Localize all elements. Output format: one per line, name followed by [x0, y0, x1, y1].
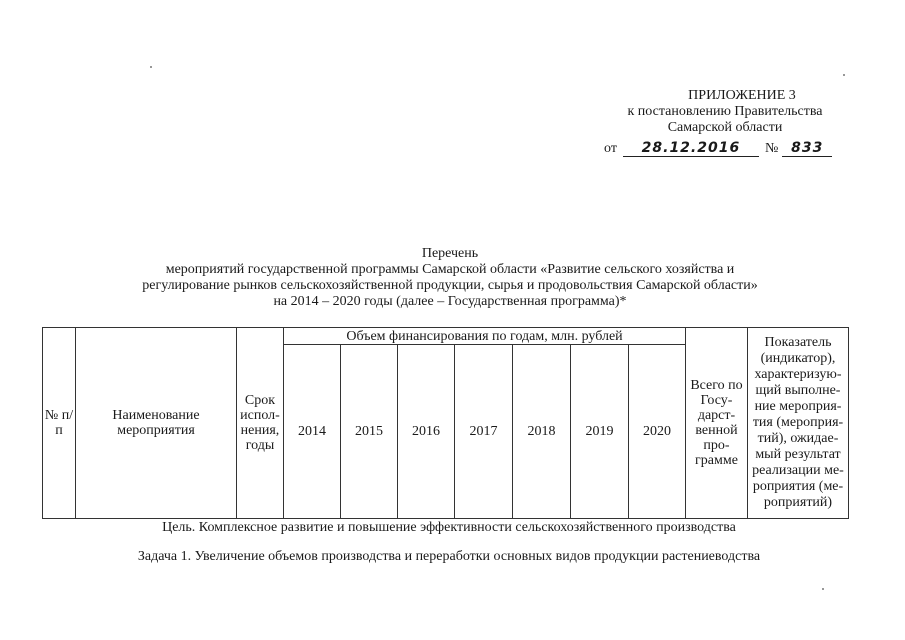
resolution-number: 833 [782, 140, 832, 157]
scan-speck [843, 74, 845, 76]
number-label: № [764, 141, 779, 156]
header-total: Всего по Госу-дарст-венной про-грамме [686, 328, 748, 519]
header-year: 2016 [398, 345, 455, 519]
scan-speck [822, 588, 824, 590]
program-task: Задача 1. Увеличение объемов производства и переработки основных видов продукции растениеводства [137, 549, 761, 564]
appendix-region: Самарской области [667, 120, 783, 135]
appendix-number: ПРИЛОЖЕНИЕ 3 [688, 88, 796, 103]
from-label: от [604, 141, 617, 156]
header-activity-name: Наименование мероприятия [76, 328, 237, 519]
header-number: № п/п [43, 328, 76, 519]
header-year: 2018 [513, 345, 571, 519]
header-term: Срок испол-нения, годы [237, 328, 284, 519]
program-goal: Цель. Комплексное развитие и повышение эффективности сельскохозяйственного производства [162, 520, 736, 535]
appendix-header [560, 88, 890, 136]
header-funding: Объем финансирования по годам, млн. рублей [284, 328, 686, 345]
header-year: 2014 [284, 345, 341, 519]
activities-table [42, 327, 849, 519]
header-year: 2019 [571, 345, 629, 519]
title-line-1: Перечень [421, 246, 479, 261]
scan-speck [150, 66, 152, 68]
header-year: 2017 [455, 345, 513, 519]
header-year: 2020 [629, 345, 686, 519]
appendix-resolution: к постановлению Правительства [627, 104, 823, 119]
header-year: 2015 [341, 345, 398, 519]
resolution-date-row [604, 140, 832, 157]
document-title [60, 246, 840, 310]
title-line-3: регулирование рынков сельскохозяйственной продукции, сырья и продовольствия Самарской области» [142, 278, 758, 293]
title-line-4: на 2014 – 2020 годы (далее – Государственная программа)* [273, 294, 627, 309]
title-line-2: мероприятий государственной программы Самарской области «Развитие сельского хозяйства и [165, 262, 735, 277]
header-indicator: Показатель (индикатор), характеризую-щий выполне-ние мероприя-тия (мероприя-тий), ожидае-мый результат реализации ме-роприятия (ме-роприятий) [748, 328, 849, 519]
resolution-date: 28.12.2016 [623, 140, 759, 157]
